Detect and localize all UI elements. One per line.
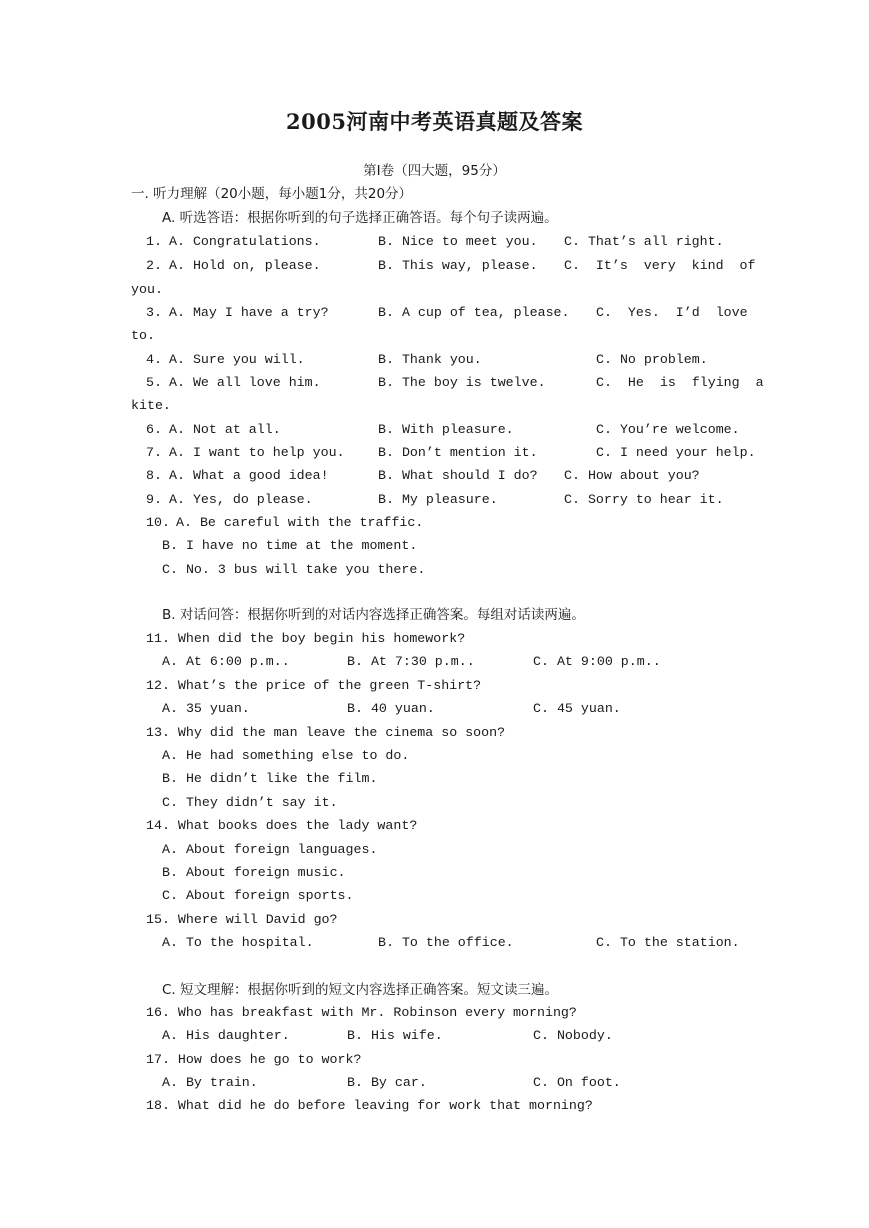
option-b: B. 40 yuan.	[347, 701, 435, 716]
question-number: 8.	[146, 468, 162, 483]
question-number: 4.	[146, 352, 162, 367]
question-text: 11. When did the boy begin his homework?	[146, 631, 466, 646]
question-number: 6.	[146, 422, 162, 437]
option-b: B. What should I do?	[378, 468, 538, 483]
option-c: C. You’re welcome.	[596, 422, 740, 437]
option-b: B. Thank you.	[378, 352, 482, 367]
option-b: B. By car.	[347, 1075, 427, 1090]
option-c: C. He is flying a	[596, 375, 764, 390]
option-b: B. A cup of tea, please.	[378, 305, 570, 320]
option-a: A. His daughter.	[162, 1028, 290, 1043]
option-b: B. His wife.	[347, 1028, 443, 1043]
option-a: A. We all love him.	[169, 375, 321, 390]
option-c-continuation: to.	[131, 328, 155, 343]
option-a: A. About foreign languages.	[162, 842, 378, 857]
option-c: C. To the station.	[596, 935, 740, 950]
option-b: B. To the office.	[378, 935, 514, 950]
option-c-continuation: you.	[131, 282, 163, 297]
option-b: B. My pleasure.	[378, 492, 498, 507]
section-c-instructions: C. 短文理解：根据你听到的短文内容选择正确答案。短文读三遍。	[162, 982, 559, 998]
option-a: A. I want to help you.	[169, 445, 345, 460]
option-c: C. That’s all right.	[564, 234, 724, 249]
option-c: C. It’s very kind of	[564, 258, 756, 273]
option-b: B. At 7:30 p.m..	[347, 654, 475, 669]
question-text: 16. Who has breakfast with Mr. Robinson every morning?	[146, 1005, 577, 1020]
section-a-instructions: A. 听选答语：根据你听到的句子选择正确答语。每个句子读两遍。	[162, 210, 558, 226]
option-a: A. At 6:00 p.m..	[162, 654, 290, 669]
option-c: C. At 9:00 p.m..	[533, 654, 661, 669]
question-number: 3.	[146, 305, 162, 320]
option-a: A. Be careful with the traffic.	[176, 515, 424, 530]
option-a: A. 35 yuan.	[162, 701, 250, 716]
question-text: 18. What did he do before leaving for work that morning?	[146, 1098, 593, 1113]
option-c: C. On foot.	[533, 1075, 621, 1090]
option-a: A. What a good idea!	[169, 468, 329, 483]
question-text: 13. Why did the man leave the cinema so soon?	[146, 725, 506, 740]
option-a: A. Not at all.	[169, 422, 281, 437]
option-a: A. By train.	[162, 1075, 258, 1090]
question-number: 5.	[146, 375, 162, 390]
option-b: B. About foreign music.	[162, 865, 346, 880]
option-b: B. Nice to meet you.	[378, 234, 538, 249]
option-b: B. This way, please.	[378, 258, 538, 273]
option-c: C. Nobody.	[533, 1028, 613, 1043]
section-b-instructions: B. 对话问答：根据你听到的对话内容选择正确答案。每组对话读两遍。	[162, 607, 585, 623]
option-b: B. With pleasure.	[378, 422, 514, 437]
option-a: A. Congratulations.	[169, 234, 321, 249]
question-text: 14. What books does the lady want?	[146, 818, 418, 833]
option-c: C. Sorry to hear it.	[564, 492, 724, 507]
question-text: 17. How does he go to work?	[146, 1052, 362, 1067]
option-c: C. They didn’t say it.	[162, 795, 338, 810]
option-a: A. Hold on, please.	[169, 258, 321, 273]
option-b: B. The boy is twelve.	[378, 375, 546, 390]
option-c: C. No. 3 bus will take you there.	[162, 562, 426, 577]
option-c-continuation: kite.	[131, 398, 171, 413]
option-a: A. Yes, do please.	[169, 492, 313, 507]
volume-heading: 第Ⅰ卷（四大题，95分）	[363, 163, 506, 179]
option-a: A. May I have a try?	[169, 305, 329, 320]
option-c: C. No problem.	[596, 352, 708, 367]
question-number: 10.	[146, 515, 170, 530]
question-number: 9.	[146, 492, 162, 507]
option-a: A. He had something else to do.	[162, 748, 410, 763]
question-number: 1.	[146, 234, 162, 249]
part1-heading: 一. 听力理解（20小题，每小题1分，共20分）	[131, 186, 413, 202]
option-b: B. He didn’t like the film.	[162, 771, 378, 786]
option-a: A. Sure you will.	[169, 352, 305, 367]
question-number: 2.	[146, 258, 162, 273]
option-c: C. Yes. I’d love	[596, 305, 748, 320]
option-c: C. I need your help.	[596, 445, 756, 460]
option-c: C. About foreign sports.	[162, 888, 354, 903]
option-c: C. How about you?	[564, 468, 700, 483]
question-text: 15. Where will David go?	[146, 912, 338, 927]
page-title: 2005河南中考英语真题及答案	[286, 109, 583, 134]
option-b: B. I have no time at the moment.	[162, 538, 418, 553]
question-text: 12. What’s the price of the green T-shirt?	[146, 678, 482, 693]
option-b: B. Don’t mention it.	[378, 445, 538, 460]
option-c: C. 45 yuan.	[533, 701, 621, 716]
option-a: A. To the hospital.	[162, 935, 314, 950]
question-number: 7.	[146, 445, 162, 460]
